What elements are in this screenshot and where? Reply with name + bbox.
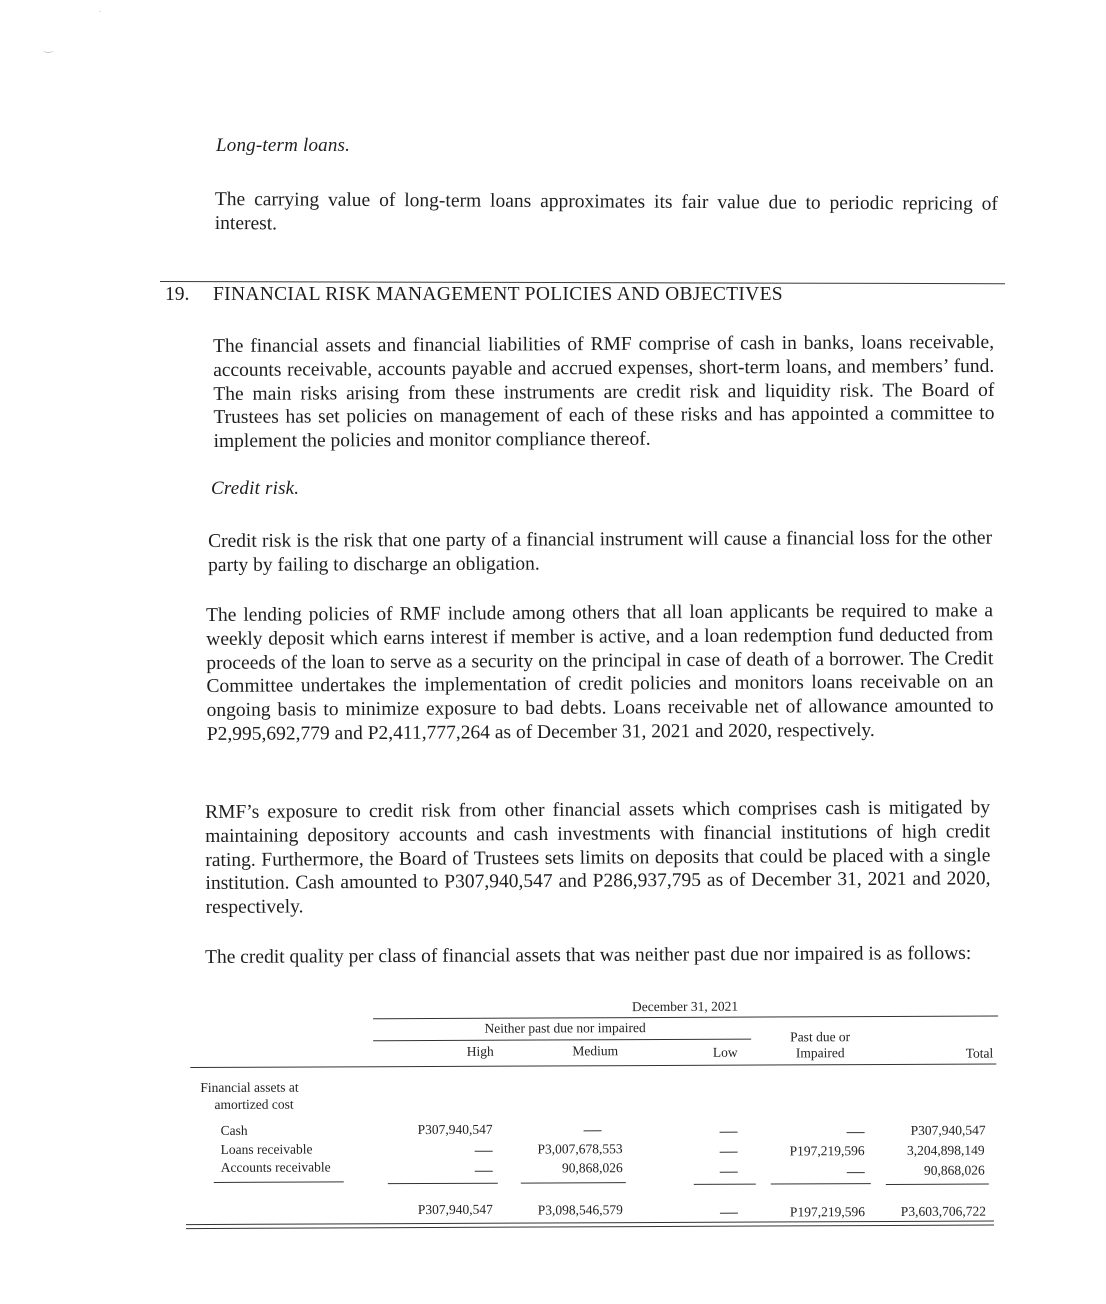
nil-dash	[720, 1152, 738, 1153]
total-medium-value: P3,098,546,579	[537, 1202, 623, 1218]
row-rule	[771, 1183, 871, 1184]
nil-dash	[720, 1132, 738, 1133]
row-rule	[388, 1183, 498, 1184]
total-high-value: P307,940,547	[417, 1201, 493, 1218]
long-term-loans-heading: Long-term loans.	[216, 135, 351, 156]
accounts-total-value: 90,868,026	[923, 1162, 985, 1178]
column-header-total: Total	[965, 1045, 994, 1061]
nil-dash	[720, 1172, 738, 1173]
column-header-past-due: Past due or	[790, 1029, 851, 1045]
nil-dash	[584, 1130, 602, 1131]
row-rule	[694, 1184, 756, 1185]
credit-risk-paragraph-2: The lending policies of RMF include among others that all loan applicants be required to make a weekly deposit which earns interest if member is active, and a loan redemption fund deducted from proceeds of the loan to serve as a security on the principal in case of death of a borrower. The Credit Committee undertakes the implementation of credit policies and monitors loans receivable on an ongoing basis to minimize exposure to bad debts. Loans receivable net of allowance amounted to P2,995,692,779 and P2,411,777,264 as of December 31, 2021 and 2020, respectively.	[206, 600, 994, 745]
row-label-loans-receivable: Loans receivable	[220, 1141, 313, 1157]
loans-total-value: 3,204,898,149	[907, 1142, 985, 1158]
row-rule	[521, 1182, 626, 1183]
table-date-header: December 31, 2021	[631, 998, 739, 1015]
table-category-line-1: Financial assets at	[200, 1079, 299, 1095]
table-group-header: Neither past due nor impaired	[484, 1020, 646, 1036]
long-term-loans-text: The carrying value of long-term loans approximates its fair value due to periodic repricing of interest.	[214, 188, 998, 235]
row-label-accounts-receivable: Accounts receivable	[220, 1159, 331, 1175]
credit-risk-heading: Credit risk.	[211, 478, 300, 499]
table-rule	[373, 1039, 751, 1042]
nil-dash	[847, 1172, 865, 1173]
scan-mark: ·	[98, 6, 102, 18]
nil-dash	[720, 1213, 738, 1214]
column-header-impaired: Impaired	[795, 1045, 845, 1061]
column-header-low: Low	[712, 1044, 738, 1060]
table-rule	[373, 1016, 998, 1020]
cash-total-value: P307,940,547	[910, 1122, 986, 1138]
column-header-high: High	[466, 1043, 494, 1059]
grand-total-value: P3,603,706,722	[900, 1203, 986, 1219]
section-title: FINANCIAL RISK MANAGEMENT POLICIES AND OBJECTIVES	[213, 284, 783, 305]
credit-risk-paragraph-1: Credit risk is the risk that one party of a financial instrument will cause a financial loss for the other party by failing to discharge an obligation.	[208, 527, 993, 576]
accounts-medium-value: 90,868,026	[561, 1160, 623, 1176]
loans-medium-value: P3,007,678,553	[537, 1141, 623, 1157]
double-underline-bottom	[186, 1225, 994, 1230]
nil-dash	[847, 1132, 865, 1133]
column-header-medium: Medium	[572, 1043, 619, 1059]
credit-risk-paragraph-3: RMF’s exposure to credit risk from other financial assets which comprises cash is mitigated by maintaining depository accounts and cash investments with financial institutions of high credit rating. Furthermore, the Board of Trustees sets limits on deposits that could be placed with a single institution. Cash amounted to P307,940,547 and P286,937,795 as of December 31, 2021 and 2020, respectively.	[205, 797, 991, 919]
section-intro-paragraph: The financial assets and financial liabilities of RMF comprise of cash in banks, loans receivable, accounts receivable, accounts payable and accrued expenses, short-term loans, and members’ fund. The main risks arising from these instruments are credit risk and liquidity risk. The Board of Trustees has set policies on management of each of these risks and has appointed a committee to implement the policies and monitor compliance thereof.	[213, 331, 995, 453]
nil-dash	[475, 1151, 493, 1152]
table-header-rule	[190, 1064, 996, 1069]
nil-dash	[475, 1171, 493, 1172]
table-category-line-2: amortized cost	[214, 1096, 294, 1112]
total-past-due-value: P197,219,596	[789, 1204, 865, 1220]
credit-quality-intro: The credit quality per class of financial assets that was neither past due nor impaired is as follows:	[205, 942, 972, 968]
loans-past-due-value: P197,219,596	[789, 1143, 865, 1159]
cash-high-value: P307,940,547	[417, 1121, 493, 1138]
row-label-cash: Cash	[220, 1122, 248, 1138]
row-rule	[214, 1181, 344, 1183]
scan-mark: ‿	[44, 41, 53, 53]
row-rule	[886, 1184, 989, 1185]
section-number: 19.	[165, 284, 190, 305]
